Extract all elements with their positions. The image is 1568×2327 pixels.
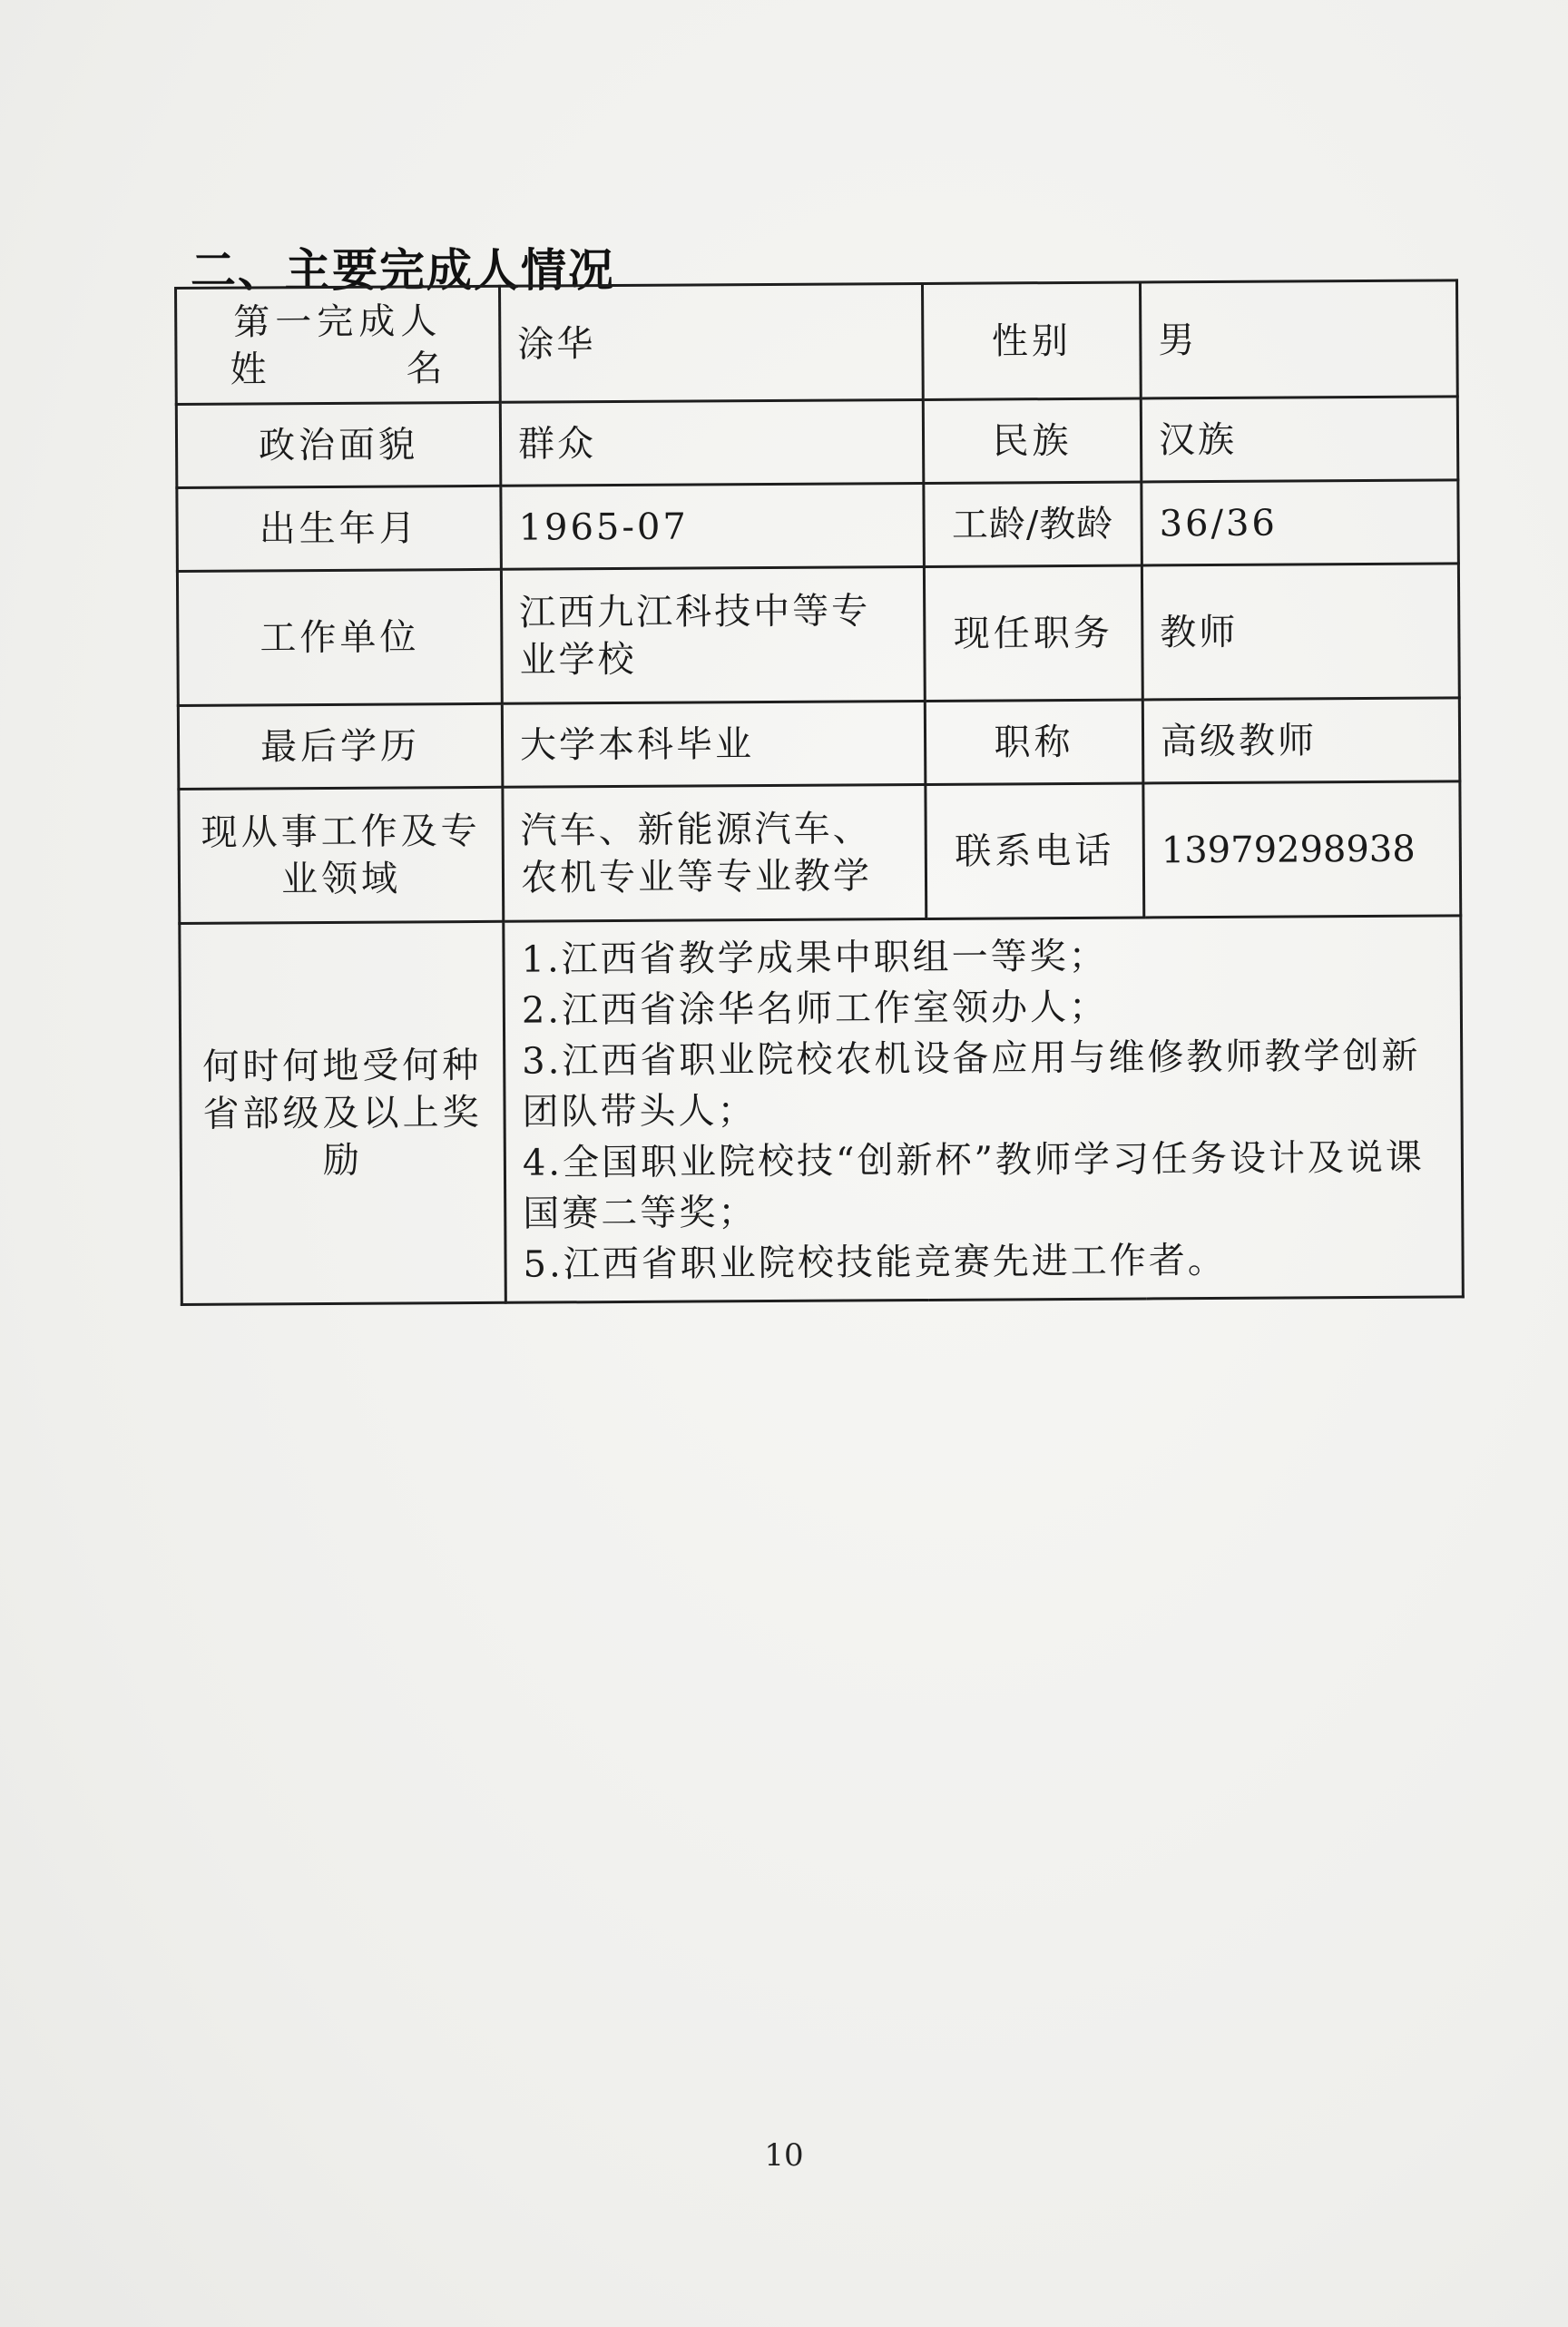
name-value: 涂华 bbox=[500, 283, 924, 402]
list-item: 2.江西省涂华名师工作室领办人； bbox=[521, 986, 1109, 1032]
table-row bbox=[177, 480, 1459, 572]
name-label-line1: 第一完成人 bbox=[233, 299, 443, 344]
title-value: 高级教师 bbox=[1142, 698, 1460, 783]
phone-label: 联系电话 bbox=[926, 783, 1144, 918]
page-number: 10 bbox=[764, 2137, 804, 2174]
list-item: 5.江西省职业院校技能竞赛先进工作者。 bbox=[523, 1239, 1227, 1286]
list-item: 3.江西省职业院校农机设备应用与维修教师教学创新团队带头人； bbox=[522, 1035, 1421, 1134]
employer-value: 江西九江科技中等专业学校 bbox=[501, 566, 925, 703]
table-row bbox=[180, 916, 1464, 1305]
ethnicity-label: 民族 bbox=[923, 398, 1142, 483]
education-label: 最后学历 bbox=[178, 703, 503, 789]
table-row bbox=[177, 564, 1459, 706]
main-completer-info-table bbox=[174, 279, 1465, 1306]
seniority-value: 36/36 bbox=[1142, 480, 1459, 565]
field-value: 汽车、新能源汽车、农机专业等专业教学 bbox=[503, 784, 926, 921]
phone-value: 13979298938 bbox=[1143, 781, 1461, 918]
political-value: 群众 bbox=[500, 399, 924, 486]
employer-label: 工作单位 bbox=[177, 569, 502, 705]
title-label: 职称 bbox=[925, 700, 1143, 784]
table-row bbox=[176, 280, 1458, 405]
section-title: 二、主要完成人情况 bbox=[191, 244, 615, 297]
table-row bbox=[176, 397, 1458, 488]
awards-list bbox=[521, 918, 1446, 1301]
education-value: 大学本科毕业 bbox=[502, 701, 926, 787]
political-label: 政治面貌 bbox=[176, 402, 501, 487]
ethnicity-value: 汉族 bbox=[1141, 397, 1458, 482]
table-row bbox=[179, 781, 1461, 924]
name-label-line2: 姓 名 bbox=[230, 347, 446, 391]
gender-value: 男 bbox=[1140, 280, 1457, 398]
awards-value bbox=[504, 916, 1464, 1302]
gender-label: 性别 bbox=[922, 282, 1141, 399]
position-value: 教师 bbox=[1142, 564, 1459, 700]
birth-value: 1965-07 bbox=[501, 483, 925, 569]
awards-label: 何时何地受何种省部级及以上奖励 bbox=[180, 921, 506, 1304]
position-label: 现任职务 bbox=[924, 565, 1142, 701]
list-item: 1.江西省教学成果中职组一等奖； bbox=[521, 935, 1108, 981]
list-item: 4.全国职业院校技“创新杯”教师学习任务设计及说课国赛二等奖； bbox=[522, 1136, 1426, 1235]
seniority-label: 工龄/教龄 bbox=[924, 482, 1142, 566]
table-row bbox=[178, 698, 1460, 790]
birth-label: 出生年月 bbox=[177, 486, 502, 571]
name-label bbox=[176, 286, 501, 404]
field-label: 现从事工作及专业领域 bbox=[179, 787, 504, 923]
